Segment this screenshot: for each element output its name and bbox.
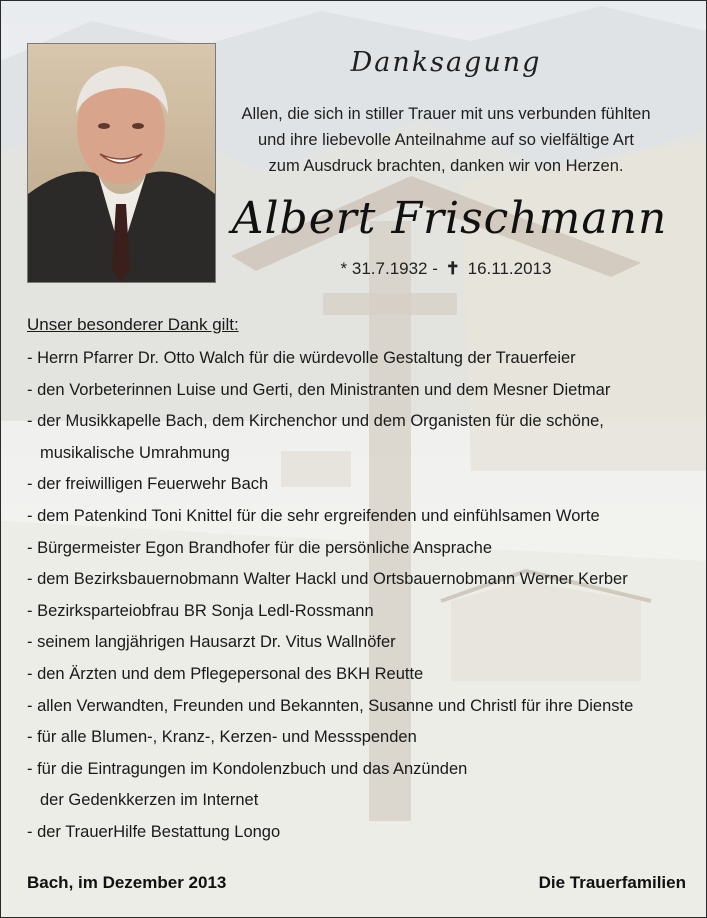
thanks-line: - der freiwilligen Feuerwehr Bach: [27, 475, 269, 494]
thanks-line-continuation: der Gedenkkerzen im Internet: [40, 791, 259, 810]
thanks-heading: Unser besonderer Dank gilt:: [27, 315, 239, 334]
thanks-line: - für die Eintragungen im Kondolenzbuch und das Anzünden: [27, 759, 468, 778]
portrait-photo: [27, 43, 216, 283]
signature: Die Trauerfamilien: [538, 873, 686, 892]
thanks-line: - den Vorbeterinnen Luise und Gerti, den Ministranten und dem Mesner Dietmar: [27, 380, 611, 399]
intro-line: zum Ausdruck brachten, danken wir von Herzen.: [268, 157, 624, 175]
thanks-list: [27, 343, 687, 849]
intro-line: Allen, die sich in stiller Trauer mit uns verbunden fühlten: [241, 105, 651, 123]
thanks-line: - Bürgermeister Egon Brandhofer für die persönliche Ansprache: [27, 538, 493, 557]
intro-line: und ihre liebevolle Anteilnahme auf so vielfältige Art: [257, 131, 635, 149]
death-date: 16.11.2013: [467, 259, 552, 278]
thanks-line: - Herrn Pfarrer Dr. Otto Walch für die würdevolle Gestaltung der Trauerfeier: [27, 349, 576, 367]
thanks-line: - allen Verwandten, Freunden und Bekannten, Susanne und Christl für ihre Dienste: [27, 696, 634, 715]
place-date: Bach, im Dezember 2013: [27, 873, 227, 892]
intro-text: [229, 101, 663, 179]
thanks-line: - den Ärzten und dem Pflegepersonal des BKH Reutte: [27, 664, 424, 683]
thanks-line: - der TrauerHilfe Bestattung Longo: [27, 822, 281, 841]
thanks-line: - Bezirksparteiobfrau BR Sonja Ledl-Rossmann: [27, 601, 374, 620]
life-dates: [231, 259, 661, 279]
cross-icon: ✝: [445, 259, 460, 278]
thanks-line: - für alle Blumen-, Kranz-, Kerzen- und Messspenden: [27, 728, 417, 747]
thanks-line: - dem Bezirksbauernobmann Walter Hackl und Ortsbauernobmann Werner Kerber: [27, 570, 628, 589]
thanks-line-continuation: musikalische Umrahmung: [40, 443, 230, 462]
title-danksagung: Danksagung: [350, 47, 542, 78]
deceased-name: Albert Frischmann: [231, 193, 668, 244]
thanks-line: - seinem langjährigen Hausarzt Dr. Vitus Wallnöfer: [27, 633, 396, 652]
birth-date: * 31.7.1932 -: [340, 259, 438, 278]
thanks-line: - dem Patenkind Toni Knittel für die sehr ergreifenden und einfühlsamen Worte: [27, 506, 600, 525]
thanks-line: - der Musikkapelle Bach, dem Kirchenchor und dem Organisten für die schöne,: [27, 412, 604, 431]
